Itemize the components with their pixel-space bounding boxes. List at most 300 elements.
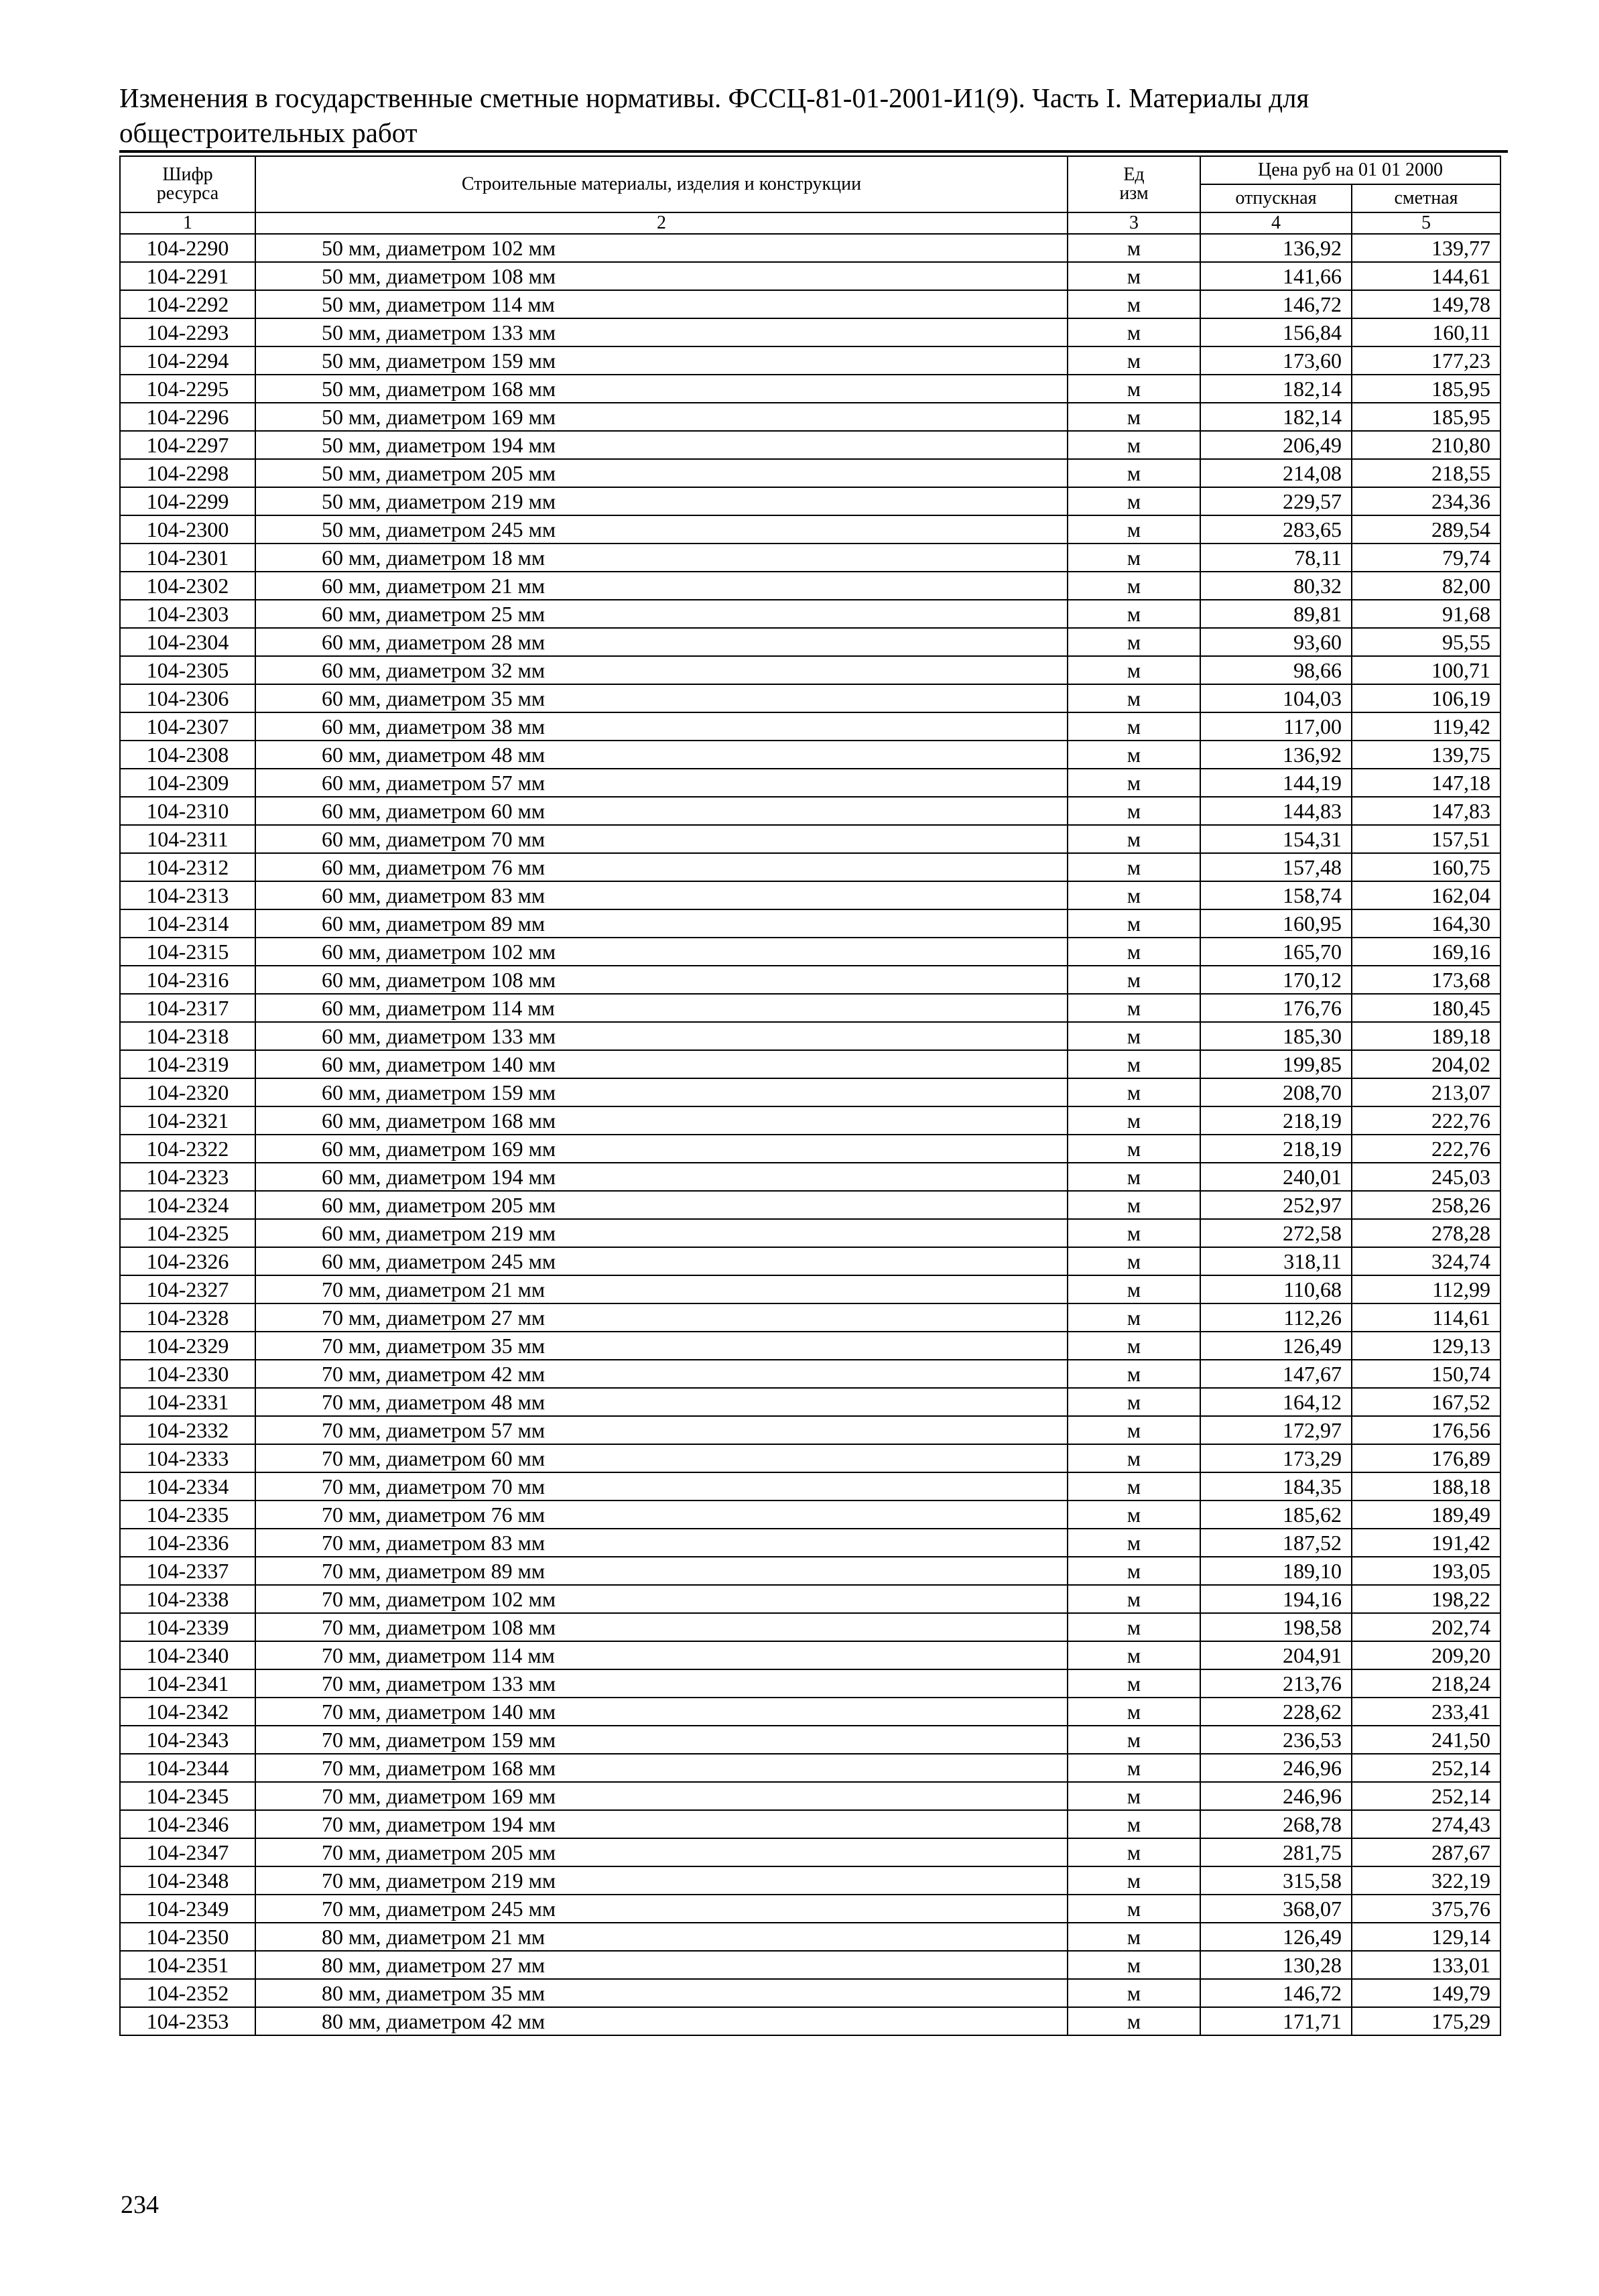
resource-code: 104-2333	[120, 1444, 255, 1472]
material-name: 60 мм, диаметром 219 мм	[255, 1219, 1068, 1247]
price-estimate: 169,16	[1352, 938, 1500, 966]
price-estimate: 193,05	[1352, 1557, 1500, 1585]
resource-code: 104-2335	[120, 1501, 255, 1529]
material-name: 60 мм, диаметром 76 мм	[255, 853, 1068, 881]
material-name: 60 мм, диаметром 114 мм	[255, 994, 1068, 1022]
price-estimate: 82,00	[1352, 572, 1500, 600]
unit: м	[1068, 1050, 1200, 1078]
price-release: 185,30	[1200, 1022, 1352, 1050]
price-release: 213,76	[1200, 1669, 1352, 1698]
price-estimate: 322,19	[1352, 1866, 1500, 1895]
resource-code: 104-2315	[120, 938, 255, 966]
price-release: 198,58	[1200, 1613, 1352, 1641]
table-row	[120, 938, 1500, 966]
resource-code: 104-2305	[120, 656, 255, 684]
table-row	[120, 1360, 1500, 1388]
price-estimate: 144,61	[1352, 262, 1500, 290]
resource-code: 104-2306	[120, 684, 255, 712]
price-release: 228,62	[1200, 1698, 1352, 1726]
table-row	[120, 1416, 1500, 1444]
unit: м	[1068, 1022, 1200, 1050]
material-name: 60 мм, диаметром 28 мм	[255, 628, 1068, 656]
material-name: 70 мм, диаметром 219 мм	[255, 1866, 1068, 1895]
price-release: 126,49	[1200, 1923, 1352, 1951]
material-name: 80 мм, диаметром 21 мм	[255, 1923, 1068, 1951]
table-body	[120, 156, 1500, 2035]
header-price-release: отпускная	[1200, 184, 1352, 212]
table-row	[120, 825, 1500, 853]
header-price-estimate: сметная	[1352, 184, 1500, 212]
table-row	[120, 290, 1500, 318]
page-number: 234	[121, 2191, 159, 2219]
material-name: 70 мм, диаметром 35 мм	[255, 1332, 1068, 1360]
price-estimate: 287,67	[1352, 1838, 1500, 1866]
resource-code: 104-2331	[120, 1388, 255, 1416]
material-name: 60 мм, диаметром 35 мм	[255, 684, 1068, 712]
unit: м	[1068, 1078, 1200, 1106]
unit: м	[1068, 1501, 1200, 1529]
price-release: 160,95	[1200, 909, 1352, 938]
column-number-row	[120, 212, 1500, 234]
unit: м	[1068, 1754, 1200, 1782]
resource-code: 104-2336	[120, 1529, 255, 1557]
resource-code: 104-2339	[120, 1613, 255, 1641]
price-estimate: 202,74	[1352, 1613, 1500, 1641]
unit: м	[1068, 1275, 1200, 1303]
unit: м	[1068, 966, 1200, 994]
material-name: 50 мм, диаметром 205 мм	[255, 459, 1068, 487]
price-estimate: 234,36	[1352, 487, 1500, 515]
price-release: 189,10	[1200, 1557, 1352, 1585]
resource-code: 104-2328	[120, 1303, 255, 1332]
price-release: 176,76	[1200, 994, 1352, 1022]
resource-code: 104-2290	[120, 234, 255, 262]
price-release: 185,62	[1200, 1501, 1352, 1529]
table-row	[120, 1782, 1500, 1810]
table-row	[120, 741, 1500, 769]
table-row	[120, 346, 1500, 375]
table-row	[120, 2007, 1500, 2035]
unit: м	[1068, 544, 1200, 572]
resource-code: 104-2300	[120, 515, 255, 544]
price-release: 78,11	[1200, 544, 1352, 572]
column-number: 3	[1068, 212, 1200, 234]
price-estimate: 129,14	[1352, 1923, 1500, 1951]
price-release: 252,97	[1200, 1191, 1352, 1219]
material-name: 70 мм, диаметром 114 мм	[255, 1641, 1068, 1669]
price-release: 281,75	[1200, 1838, 1352, 1866]
unit: м	[1068, 1529, 1200, 1557]
table-row	[120, 1191, 1500, 1219]
material-name: 70 мм, диаметром 21 мм	[255, 1275, 1068, 1303]
resource-code: 104-2310	[120, 797, 255, 825]
resource-code: 104-2329	[120, 1332, 255, 1360]
material-name: 70 мм, диаметром 108 мм	[255, 1613, 1068, 1641]
price-estimate: 173,68	[1352, 966, 1500, 994]
table-row	[120, 712, 1500, 741]
unit: м	[1068, 1726, 1200, 1754]
table-row	[120, 656, 1500, 684]
price-release: 218,19	[1200, 1106, 1352, 1135]
price-release: 246,96	[1200, 1754, 1352, 1782]
price-estimate: 150,74	[1352, 1360, 1500, 1388]
price-release: 110,68	[1200, 1275, 1352, 1303]
price-release: 318,11	[1200, 1247, 1352, 1275]
material-name: 60 мм, диаметром 205 мм	[255, 1191, 1068, 1219]
unit: м	[1068, 741, 1200, 769]
price-release: 172,97	[1200, 1416, 1352, 1444]
material-name: 70 мм, диаметром 169 мм	[255, 1782, 1068, 1810]
header-line-1: Изменения в государственные сметные нормативы. ФССЦ-81-01-2001-И1(9). Часть I. Материалы для	[119, 82, 1309, 113]
unit: м	[1068, 262, 1200, 290]
table-row	[120, 1219, 1500, 1247]
price-estimate: 129,13	[1352, 1332, 1500, 1360]
table-row	[120, 600, 1500, 628]
material-name: 60 мм, диаметром 48 мм	[255, 741, 1068, 769]
table-row	[120, 1613, 1500, 1641]
resource-code: 104-2293	[120, 318, 255, 346]
price-release: 182,14	[1200, 403, 1352, 431]
unit: м	[1068, 234, 1200, 262]
table-row	[120, 403, 1500, 431]
resource-code: 104-2302	[120, 572, 255, 600]
resource-code: 104-2318	[120, 1022, 255, 1050]
price-release: 173,29	[1200, 1444, 1352, 1472]
price-estimate: 162,04	[1352, 881, 1500, 909]
unit: м	[1068, 1106, 1200, 1135]
unit: м	[1068, 909, 1200, 938]
price-estimate: 218,55	[1352, 459, 1500, 487]
material-name: 60 мм, диаметром 245 мм	[255, 1247, 1068, 1275]
material-name: 60 мм, диаметром 108 мм	[255, 966, 1068, 994]
price-estimate: 114,61	[1352, 1303, 1500, 1332]
resource-code: 104-2314	[120, 909, 255, 938]
price-release: 194,16	[1200, 1585, 1352, 1613]
resource-code: 104-2309	[120, 769, 255, 797]
material-name: 70 мм, диаметром 70 мм	[255, 1472, 1068, 1501]
material-name: 70 мм, диаметром 83 мм	[255, 1529, 1068, 1557]
material-name: 50 мм, диаметром 169 мм	[255, 403, 1068, 431]
price-estimate: 180,45	[1352, 994, 1500, 1022]
price-release: 187,52	[1200, 1529, 1352, 1557]
material-name: 50 мм, диаметром 168 мм	[255, 375, 1068, 403]
table-row	[120, 234, 1500, 262]
unit: м	[1068, 1557, 1200, 1585]
resource-code: 104-2340	[120, 1641, 255, 1669]
price-release: 171,71	[1200, 2007, 1352, 2035]
header-row	[120, 156, 1500, 184]
unit: м	[1068, 797, 1200, 825]
table-row	[120, 1444, 1500, 1472]
resource-code: 104-2346	[120, 1810, 255, 1838]
resource-code: 104-2299	[120, 487, 255, 515]
unit: м	[1068, 1247, 1200, 1275]
resource-code: 104-2308	[120, 741, 255, 769]
price-estimate: 133,01	[1352, 1951, 1500, 1979]
price-estimate: 176,89	[1352, 1444, 1500, 1472]
resource-code: 104-2311	[120, 825, 255, 853]
unit: м	[1068, 712, 1200, 741]
table-row	[120, 431, 1500, 459]
resource-code: 104-2296	[120, 403, 255, 431]
table-row	[120, 1472, 1500, 1501]
material-name: 50 мм, диаметром 133 мм	[255, 318, 1068, 346]
price-release: 206,49	[1200, 431, 1352, 459]
price-estimate: 176,56	[1352, 1416, 1500, 1444]
price-estimate: 175,29	[1352, 2007, 1500, 2035]
resource-code: 104-2325	[120, 1219, 255, 1247]
price-estimate: 189,18	[1352, 1022, 1500, 1050]
table-row	[120, 459, 1500, 487]
price-release: 214,08	[1200, 459, 1352, 487]
unit: м	[1068, 1641, 1200, 1669]
table-row	[120, 966, 1500, 994]
price-release: 208,70	[1200, 1078, 1352, 1106]
material-name: 60 мм, диаметром 18 мм	[255, 544, 1068, 572]
price-estimate: 213,07	[1352, 1078, 1500, 1106]
table-row	[120, 1163, 1500, 1191]
resource-code: 104-2343	[120, 1726, 255, 1754]
price-release: 136,92	[1200, 741, 1352, 769]
price-release: 93,60	[1200, 628, 1352, 656]
price-release: 130,28	[1200, 1951, 1352, 1979]
price-release: 236,53	[1200, 1726, 1352, 1754]
price-estimate: 289,54	[1352, 515, 1500, 544]
table-row	[120, 1838, 1500, 1866]
header-name: Строительные материалы, изделия и конструкции	[255, 156, 1068, 212]
unit: м	[1068, 318, 1200, 346]
resource-code: 104-2324	[120, 1191, 255, 1219]
price-release: 136,92	[1200, 234, 1352, 262]
table-row	[120, 797, 1500, 825]
resource-code: 104-2351	[120, 1951, 255, 1979]
unit: м	[1068, 1669, 1200, 1698]
resource-code: 104-2344	[120, 1754, 255, 1782]
price-estimate: 258,26	[1352, 1191, 1500, 1219]
table-row	[120, 1303, 1500, 1332]
table-row	[120, 1979, 1500, 2007]
header-unit: Ед изм	[1068, 156, 1200, 212]
table-row	[120, 318, 1500, 346]
price-release: 170,12	[1200, 966, 1352, 994]
price-release: 158,74	[1200, 881, 1352, 909]
unit: м	[1068, 600, 1200, 628]
resource-code: 104-2312	[120, 853, 255, 881]
material-name: 60 мм, диаметром 60 мм	[255, 797, 1068, 825]
page-header	[119, 80, 1507, 150]
price-estimate: 274,43	[1352, 1810, 1500, 1838]
price-release: 156,84	[1200, 318, 1352, 346]
resource-code: 104-2345	[120, 1782, 255, 1810]
price-release: 268,78	[1200, 1810, 1352, 1838]
resource-code: 104-2319	[120, 1050, 255, 1078]
material-name: 70 мм, диаметром 133 мм	[255, 1669, 1068, 1698]
unit: м	[1068, 1303, 1200, 1332]
resource-code: 104-2294	[120, 346, 255, 375]
price-estimate: 222,76	[1352, 1106, 1500, 1135]
material-name: 60 мм, диаметром 70 мм	[255, 825, 1068, 853]
resource-code: 104-2313	[120, 881, 255, 909]
table-row	[120, 262, 1500, 290]
unit: м	[1068, 375, 1200, 403]
table-row	[120, 853, 1500, 881]
unit: м	[1068, 1810, 1200, 1838]
price-release: 204,91	[1200, 1641, 1352, 1669]
price-release: 165,70	[1200, 938, 1352, 966]
price-release: 368,07	[1200, 1895, 1352, 1923]
price-estimate: 252,14	[1352, 1754, 1500, 1782]
price-release: 154,31	[1200, 825, 1352, 853]
column-number: 2	[255, 212, 1068, 234]
price-estimate: 119,42	[1352, 712, 1500, 741]
table-row	[120, 1557, 1500, 1585]
unit: м	[1068, 1360, 1200, 1388]
unit: м	[1068, 1979, 1200, 2007]
price-release: 157,48	[1200, 853, 1352, 881]
price-estimate: 198,22	[1352, 1585, 1500, 1613]
price-estimate: 185,95	[1352, 375, 1500, 403]
unit: м	[1068, 1782, 1200, 1810]
column-number: 4	[1200, 212, 1352, 234]
table-row	[120, 909, 1500, 938]
table-row	[120, 1275, 1500, 1303]
price-release: 229,57	[1200, 487, 1352, 515]
unit: м	[1068, 290, 1200, 318]
resource-code: 104-2316	[120, 966, 255, 994]
resource-code: 104-2321	[120, 1106, 255, 1135]
price-release: 89,81	[1200, 600, 1352, 628]
table-row	[120, 1810, 1500, 1838]
material-name: 70 мм, диаметром 194 мм	[255, 1810, 1068, 1838]
unit: м	[1068, 684, 1200, 712]
material-name: 60 мм, диаметром 194 мм	[255, 1163, 1068, 1191]
price-estimate: 233,41	[1352, 1698, 1500, 1726]
table-row	[120, 1050, 1500, 1078]
table-row	[120, 1585, 1500, 1613]
unit: м	[1068, 1163, 1200, 1191]
table-row	[120, 1078, 1500, 1106]
unit: м	[1068, 1585, 1200, 1613]
material-name: 70 мм, диаметром 205 мм	[255, 1838, 1068, 1866]
resource-code: 104-2327	[120, 1275, 255, 1303]
price-estimate: 222,76	[1352, 1135, 1500, 1163]
material-name: 60 мм, диаметром 140 мм	[255, 1050, 1068, 1078]
unit: м	[1068, 1472, 1200, 1501]
table-row	[120, 515, 1500, 544]
resource-code: 104-2295	[120, 375, 255, 403]
table-row	[120, 1332, 1500, 1360]
table-row	[120, 1501, 1500, 1529]
price-estimate: 100,71	[1352, 656, 1500, 684]
price-estimate: 241,50	[1352, 1726, 1500, 1754]
table-row	[120, 1754, 1500, 1782]
price-estimate: 106,19	[1352, 684, 1500, 712]
unit: м	[1068, 487, 1200, 515]
price-estimate: 191,42	[1352, 1529, 1500, 1557]
table-row	[120, 1388, 1500, 1416]
material-name: 60 мм, диаметром 57 мм	[255, 769, 1068, 797]
material-name: 60 мм, диаметром 133 мм	[255, 1022, 1068, 1050]
table-row	[120, 487, 1500, 515]
table-row	[120, 572, 1500, 600]
price-release: 218,19	[1200, 1135, 1352, 1163]
price-estimate: 91,68	[1352, 600, 1500, 628]
material-name: 50 мм, диаметром 102 мм	[255, 234, 1068, 262]
table-row	[120, 1669, 1500, 1698]
resource-code: 104-2304	[120, 628, 255, 656]
material-name: 70 мм, диаметром 27 мм	[255, 1303, 1068, 1332]
unit: м	[1068, 881, 1200, 909]
price-estimate: 204,02	[1352, 1050, 1500, 1078]
header-code: Шифр ресурса	[120, 156, 255, 212]
resource-code: 104-2342	[120, 1698, 255, 1726]
resource-code: 104-2338	[120, 1585, 255, 1613]
unit: м	[1068, 572, 1200, 600]
material-name: 70 мм, диаметром 76 мм	[255, 1501, 1068, 1529]
price-estimate: 139,77	[1352, 234, 1500, 262]
price-release: 144,83	[1200, 797, 1352, 825]
price-release: 146,72	[1200, 1979, 1352, 2007]
material-name: 70 мм, диаметром 168 мм	[255, 1754, 1068, 1782]
price-estimate: 147,83	[1352, 797, 1500, 825]
unit: м	[1068, 1923, 1200, 1951]
material-name: 80 мм, диаметром 35 мм	[255, 1979, 1068, 2007]
price-release: 144,19	[1200, 769, 1352, 797]
resource-code: 104-2297	[120, 431, 255, 459]
price-estimate: 79,74	[1352, 544, 1500, 572]
material-name: 70 мм, диаметром 48 мм	[255, 1388, 1068, 1416]
material-name: 70 мм, диаметром 57 мм	[255, 1416, 1068, 1444]
table-row	[120, 1923, 1500, 1951]
price-release: 272,58	[1200, 1219, 1352, 1247]
price-estimate: 149,79	[1352, 1979, 1500, 2007]
table-row	[120, 1022, 1500, 1050]
material-name: 60 мм, диаметром 102 мм	[255, 938, 1068, 966]
price-release: 315,58	[1200, 1866, 1352, 1895]
price-estimate: 164,30	[1352, 909, 1500, 938]
unit: м	[1068, 1866, 1200, 1895]
header-price-group: Цена руб на 01 01 2000	[1200, 156, 1500, 184]
material-name: 70 мм, диаметром 159 мм	[255, 1726, 1068, 1754]
table-row	[120, 1866, 1500, 1895]
material-name: 60 мм, диаметром 159 мм	[255, 1078, 1068, 1106]
material-name: 70 мм, диаметром 89 мм	[255, 1557, 1068, 1585]
material-name: 60 мм, диаметром 83 мм	[255, 881, 1068, 909]
resource-code: 104-2330	[120, 1360, 255, 1388]
table-row	[120, 544, 1500, 572]
price-release: 240,01	[1200, 1163, 1352, 1191]
table-row	[120, 1529, 1500, 1557]
material-name: 80 мм, диаметром 42 мм	[255, 2007, 1068, 2035]
price-release: 80,32	[1200, 572, 1352, 600]
price-estimate: 177,23	[1352, 346, 1500, 375]
price-estimate: 160,75	[1352, 853, 1500, 881]
price-release: 146,72	[1200, 290, 1352, 318]
unit: м	[1068, 853, 1200, 881]
material-name: 60 мм, диаметром 89 мм	[255, 909, 1068, 938]
resource-code: 104-2347	[120, 1838, 255, 1866]
table-row	[120, 1247, 1500, 1275]
resource-code: 104-2307	[120, 712, 255, 741]
price-release: 117,00	[1200, 712, 1352, 741]
price-release: 182,14	[1200, 375, 1352, 403]
table-row	[120, 769, 1500, 797]
unit: м	[1068, 459, 1200, 487]
resource-code: 104-2317	[120, 994, 255, 1022]
resource-code: 104-2341	[120, 1669, 255, 1698]
unit: м	[1068, 994, 1200, 1022]
price-estimate: 324,74	[1352, 1247, 1500, 1275]
